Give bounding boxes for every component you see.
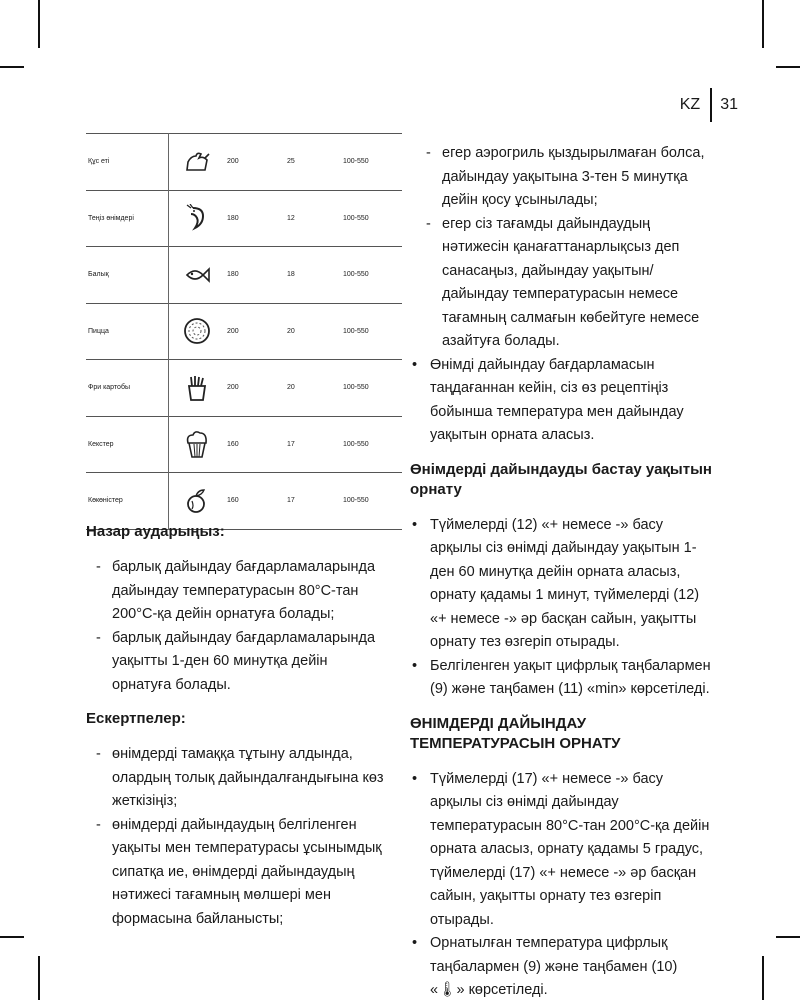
program-time: 17 (287, 497, 295, 505)
crop-mark-left-top (0, 66, 24, 68)
program-temperature: 180 (227, 271, 239, 279)
vegetables-icon (169, 473, 226, 530)
table-row (86, 247, 402, 304)
program-name: Пицца (86, 303, 169, 360)
table-row (86, 190, 402, 247)
fries-icon (169, 360, 226, 417)
list-item: - барлық дайындау бағдарламаларында дайындау температурасын 80°С-тан 200°С-қа дейін орнатуға болады; (86, 556, 386, 627)
program-selection-list (410, 354, 715, 448)
notes-heading: Ескертпелер: (86, 710, 186, 727)
page-number: 31 (720, 96, 738, 113)
shrimp-icon (169, 190, 226, 247)
crop-mark-bottom-left (38, 956, 40, 1000)
program-weight: 100-550 (343, 327, 369, 335)
left-column (86, 522, 386, 931)
program-name: Балық (86, 247, 169, 304)
crop-mark-right-bottom (776, 936, 800, 938)
language-code: KZ (679, 96, 701, 113)
program-time: 12 (287, 214, 295, 222)
crop-mark-top-right (762, 0, 764, 48)
list-item: - өнімдерді дайындаудың белгіленген уақыты мен температурасы ұсынымдық сипатқа ие, өнімдерді дайындаудың нәтижесі тағамның мөлшері мен формасына байланысты; (86, 814, 386, 932)
temperature-heading: ӨНІМДЕРДІ ДАЙЫНДАУ ТЕМПЕРАТУРАСЫН ОРНАТУ (410, 714, 621, 752)
temperature-list (410, 768, 715, 1003)
program-temperature: 200 (227, 327, 239, 335)
program-name: Көкөністер (86, 473, 169, 530)
program-weight: 100-550 (343, 384, 369, 392)
list-item: - өнімдерді тамаққа тұтыну алдында, олардың толық дайындалғандығына көз жеткізіңіз; (86, 743, 386, 814)
program-name: Теңіз өнімдері (86, 190, 169, 247)
cupcake-icon (169, 416, 226, 473)
right-column (410, 142, 715, 1003)
list-item: • Белгіленген уақыт цифрлық таңбалармен (9) және таңбамен (11) «min» көрсетіледі. (410, 655, 715, 702)
program-temperature: 160 (227, 497, 239, 505)
table-row (86, 303, 402, 360)
program-temperature: 180 (227, 214, 239, 222)
list-item: - егер сіз тағамды дайындаудың нәтижесін қанағаттанарлықсыз деп санасаңыз, дайындау уақытын/дайындау температурасын немесе тағамның салмағын көбейтуге немесе азайтуға болады. (410, 213, 715, 354)
table-row (86, 473, 402, 530)
cooking-programs-table (86, 133, 402, 530)
program-name: Фри картобы (86, 360, 169, 417)
crop-mark-bottom-right (762, 956, 764, 1000)
list-item: • Түймелерді (12) «+ немесе -» басу арқылы сіз өнімді дайындау уақытын 1-ден 60 минутқа дейін орната аласыз, орнату қадамы 1 минут, түймелерді (12) «+ немесе -» әр басқан сайын, уақытты орнату тез өзгеріп отырады. (410, 514, 715, 655)
crop-mark-top-left (38, 0, 40, 48)
attention-list (86, 556, 386, 697)
program-temperature: 200 (227, 158, 239, 166)
notes-list (86, 743, 386, 931)
program-time: 17 (287, 440, 295, 448)
table-row (86, 134, 402, 191)
program-weight: 100-550 (343, 497, 369, 505)
program-time: 25 (287, 158, 295, 166)
fish-icon (169, 247, 226, 304)
list-item: - барлық дайындау бағдарламаларында уақытты 1-ден 60 минутқа дейін орнатуға болады. (86, 627, 386, 698)
program-time: 20 (287, 327, 295, 335)
program-temperature: 200 (227, 384, 239, 392)
page-header (680, 88, 738, 122)
program-weight: 100-550 (343, 214, 369, 222)
recommendation-list (410, 142, 715, 354)
table-row (86, 416, 402, 473)
program-name: Кекстер (86, 416, 169, 473)
pizza-icon (169, 303, 226, 360)
program-name: Құс еті (86, 134, 169, 191)
program-weight: 100-550 (343, 271, 369, 279)
list-item: • Түймелерді (17) «+ немесе -» басу арқылы сіз өнімді дайындау температурасын 80°С-тан 200°С-қа дейін орната аласыз, орнату қадамы 5 градус, түймелерді (17) «+ немесе -» әр басқан сайын, уақытты орнату тез өзгеріп отырады. (410, 768, 715, 933)
attention-heading: Назар аударыңыз: (86, 523, 225, 540)
list-item: - егер аэрогриль қыздырылмаған болса, дайындау уақытына 3-тен 5 минутқа дейін қосу ұсынылады; (410, 142, 715, 213)
program-weight: 100-550 (343, 440, 369, 448)
crop-mark-right-top (776, 66, 800, 68)
list-item: • Өнімді дайындау бағдарламасын таңдағаннан кейін, сіз өз рецептіңіз бойынша температура мен дайындау уақытын орната аласыз. (410, 354, 715, 448)
start-time-list (410, 514, 715, 702)
program-weight: 100-550 (343, 158, 369, 166)
program-temperature: 160 (227, 440, 239, 448)
start-time-heading: Өнімдерді дайындауды бастау уақытын орнату (410, 460, 712, 498)
crop-mark-left-bottom (0, 936, 24, 938)
program-time: 18 (287, 271, 295, 279)
table-row (86, 360, 402, 417)
program-time: 20 (287, 384, 295, 392)
poultry-icon (169, 134, 226, 191)
list-item: • Орнатылған температура цифрлық таңбалармен (9) және таңбамен (10) «🌡» көрсетіледі. (410, 932, 715, 1003)
